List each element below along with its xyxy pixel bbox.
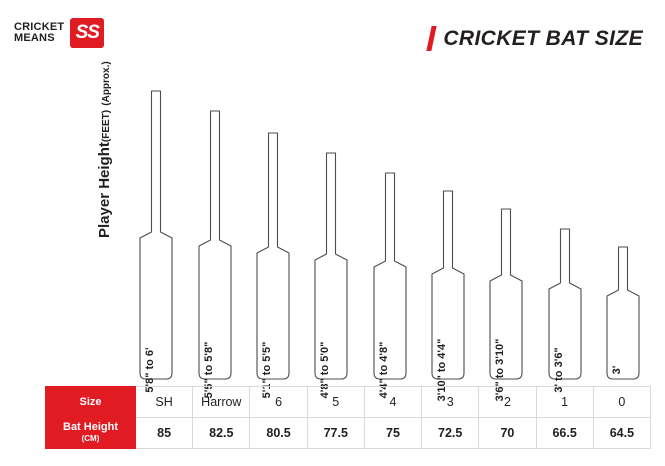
bat-height-range-label: 3': [610, 365, 623, 375]
bat-shape-4: [373, 172, 407, 399]
size-cell: 4: [364, 387, 421, 418]
bat-height-range-label: 4'8" to 5'0": [319, 341, 332, 399]
bat-shape-0: [606, 246, 640, 380]
title-accent-bar: [427, 26, 437, 51]
page-title: [429, 26, 643, 51]
bat-height-cell: 77.5: [307, 418, 364, 449]
bat-shape-2: [489, 208, 523, 402]
bat-shape-harrow: [198, 110, 232, 399]
brand-logo-block: [14, 18, 104, 48]
size-cell: 3: [422, 387, 479, 418]
size-cell: SH: [136, 387, 193, 418]
table-row-size: [46, 387, 651, 418]
size-cell: Harrow: [193, 387, 250, 418]
bat-shape-6: [256, 132, 290, 399]
bat-height-range-label: 3'10" to 4'4": [435, 338, 448, 402]
y-axis-label-main: Player Height: [96, 142, 113, 238]
brand-line-2: MEANS: [14, 32, 55, 44]
size-cell: 6: [250, 387, 307, 418]
bat-height-range-label: 5'5" to 5'8": [202, 341, 215, 399]
bat-height-cell: 80.5: [250, 418, 307, 449]
bat-height-range-label: 4'4" to 4'8": [377, 341, 390, 399]
bat-height-range-label: 5'8" to 6': [144, 347, 157, 393]
brand-text: [14, 22, 64, 44]
bat-height-cell: 82.5: [193, 418, 250, 449]
bat-shape-sh: [139, 90, 173, 393]
size-cell: 0: [593, 387, 650, 418]
bat-height-range-label: 3' to 3'6": [552, 347, 565, 393]
y-axis-label-unit: (FEET): [101, 109, 112, 143]
size-cell: 1: [536, 387, 593, 418]
bat-height-cell: 70: [479, 418, 536, 449]
size-cell: 2: [479, 387, 536, 418]
brand-line-1: CRICKET: [14, 21, 65, 33]
row-label-bat-height: Bat Height (CM): [46, 418, 136, 449]
size-cell: 5: [307, 387, 364, 418]
bat-height-cell: 75: [364, 418, 421, 449]
row-label-size: Size: [46, 387, 136, 418]
bat-height-range-label: 3'6" to 3'10": [494, 338, 507, 402]
size-table: [45, 386, 651, 449]
bat-shape-3: [431, 190, 465, 402]
bat-height-cell: 66.5: [536, 418, 593, 449]
bat-shape-1: [548, 228, 582, 393]
title-text: CRICKET BAT SIZE: [443, 26, 643, 50]
ss-logo-icon: SS: [70, 18, 104, 48]
bat-height-range-label: 5'1" to 5'5": [260, 341, 273, 399]
bat-height-cell: 85: [136, 418, 193, 449]
bat-shape-5: [314, 152, 348, 399]
y-axis-label: [96, 61, 113, 238]
bat-height-cell: 64.5: [593, 418, 650, 449]
bat-height-cell: 72.5: [422, 418, 479, 449]
table-row-bat-height: [46, 418, 651, 449]
y-axis-label-note: (Approx.): [101, 61, 112, 106]
